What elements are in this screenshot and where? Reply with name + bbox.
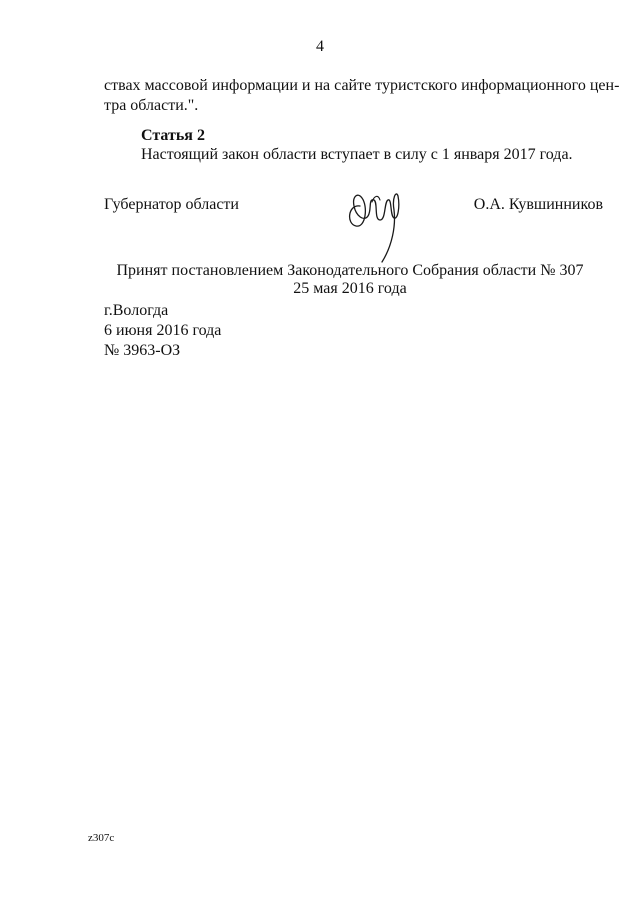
handwritten-signature xyxy=(338,176,418,266)
adoption-resolution: Принят постановлением Законодательного Собрания области № 307 xyxy=(116,262,584,279)
footer-date: 6 июня 2016 года xyxy=(104,322,222,339)
document-code: z307c xyxy=(88,832,115,844)
continuation-line-2: тра области.". xyxy=(104,97,199,114)
footer-city: г.Вологда xyxy=(104,302,169,319)
continuation-line-1: ствах массовой информации и на сайте туристского информационного цен- xyxy=(104,77,620,94)
article-text: Настоящий закон области вступает в силу с 1 января 2017 года. xyxy=(141,146,573,163)
footer-law-number: № 3963-ОЗ xyxy=(104,342,181,359)
page-number: 4 xyxy=(316,38,324,55)
adoption-date: 25 мая 2016 года xyxy=(293,280,407,297)
article-title: Статья 2 xyxy=(141,127,205,144)
governor-position: Губернатор области xyxy=(104,196,239,213)
governor-name: О.А. Кувшинников xyxy=(473,196,603,213)
